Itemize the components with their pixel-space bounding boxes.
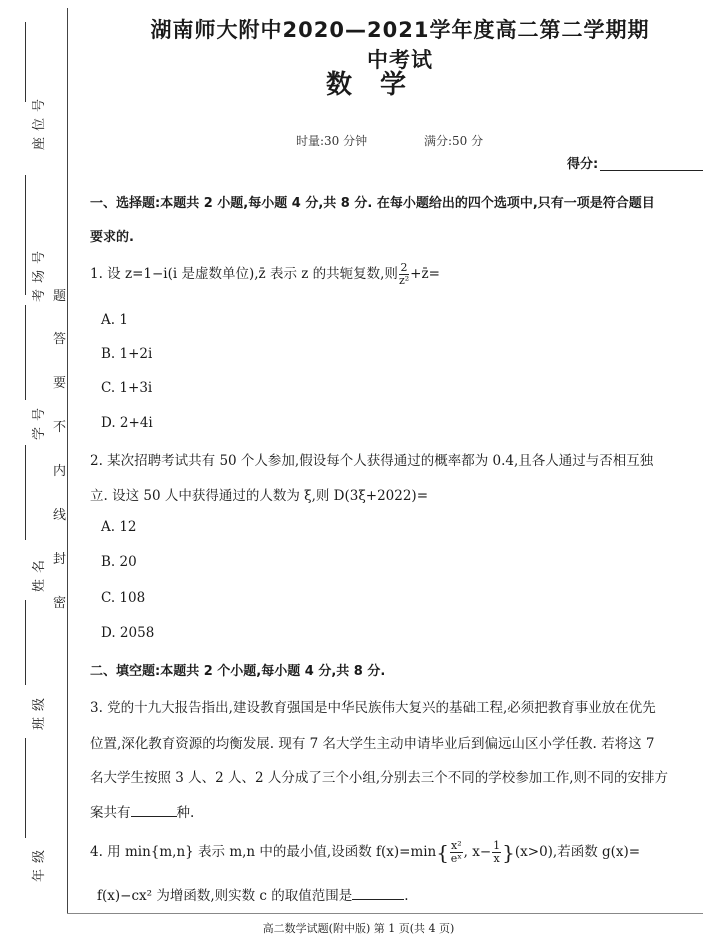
seal-char: 题 — [53, 289, 67, 304]
question-4-text-c: f(x)−cx² 为增函数,则实数 c 的取值范围是 — [97, 888, 353, 904]
question-1-fraction — [399, 262, 409, 287]
full-score: 满分:50 分 — [424, 134, 484, 148]
seal-char: 要 — [53, 376, 67, 391]
question-1-stem — [90, 262, 440, 287]
question-4-text-a: 4. 用 min{m,n} 表示 m,n 中的最小值,设函数 f(x)=min — [90, 844, 437, 860]
question-3-text-b: 种. — [176, 805, 195, 821]
exam-room-blank[interactable] — [25, 175, 26, 295]
question-1-text-b: +z̄= — [410, 266, 440, 282]
page-footer: 高二数学试题(附中版) 第 1 页(共 4 页) — [262, 922, 455, 935]
seal-char: 不 — [53, 420, 67, 435]
fraction-numerator: 1 — [493, 839, 501, 852]
exam-room-label: 考场号 — [32, 244, 47, 302]
name-label: 姓名 — [32, 553, 47, 592]
score-blank[interactable] — [600, 170, 703, 171]
fraction-numerator: 2 — [400, 261, 408, 274]
question-4-line-2 — [97, 884, 409, 904]
brace-close: } — [502, 840, 515, 865]
question-1-option-a[interactable]: A. 1 — [101, 312, 128, 328]
time-limit: 时量:30 分钟 — [296, 134, 368, 148]
question-2-line-2: 立. 设这 50 人中获得通过的人数为 ξ,则 D(3ξ+2022)= — [90, 488, 429, 504]
grade-label: 年级 — [32, 843, 47, 882]
question-4-fraction-2 — [492, 840, 501, 865]
binding-border-line — [67, 8, 68, 913]
seat-number-label: 座位号 — [32, 92, 47, 150]
class-label: 班级 — [32, 691, 47, 730]
student-number-label: 学号 — [32, 401, 47, 440]
question-1-text-a: 1. 设 z=1−i(i 是虚数单位),z̄ 表示 z 的共轭复数,则 — [90, 266, 398, 282]
question-3-line-2: 位置,深化教育资源的均衡发展. 现有 7 名大学生主动申请毕业后到偏远山区小学任教. 若将这 7 — [90, 736, 655, 752]
seal-char: 密 — [53, 596, 67, 611]
student-number-blank[interactable] — [25, 305, 26, 400]
fraction-denominator: z² — [398, 274, 410, 287]
question-2-option-c[interactable]: C. 108 — [101, 590, 146, 606]
section1-heading-cont: 要求的. — [90, 230, 134, 245]
seat-number-blank[interactable] — [25, 22, 26, 102]
question-3-answer-blank[interactable] — [131, 804, 177, 817]
subject-title: 数学 — [325, 70, 434, 100]
question-3-line-3: 名大学生按照 3 人、2 人、2 人分成了三个小组,分别去三个不同的学校参加工作,则不同的安排方 — [90, 770, 669, 786]
fraction-numerator: x² — [451, 839, 462, 852]
section1-heading: 一、选择题:本题共 2 小题,每小题 4 分,共 8 分. 在每小题给出的四个选项中,只有一项是符合题目 — [90, 196, 655, 211]
question-4-fraction-1 — [450, 840, 463, 865]
question-2-option-b[interactable]: B. 20 — [101, 554, 137, 570]
fraction-denominator: x — [493, 852, 500, 865]
question-3-line-4 — [90, 801, 194, 821]
question-3-line-1: 3. 党的十九大报告指出,建设教育强国是中华民族伟大复兴的基础工程,必须把教育事业放在优先 — [90, 700, 656, 716]
footer-rule — [67, 913, 703, 914]
section2-heading: 二、填空题:本题共 2 个小题,每小题 4 分,共 8 分. — [90, 664, 386, 679]
question-4-answer-blank[interactable] — [352, 887, 404, 900]
question-4-text-d: . — [404, 888, 409, 904]
score-label: 得分: — [567, 157, 599, 172]
question-2-option-a[interactable]: A. 12 — [101, 519, 137, 535]
grade-blank[interactable] — [25, 738, 26, 838]
brace-open: { — [436, 840, 449, 865]
seal-char: 答 — [53, 332, 67, 347]
seal-char: 线 — [53, 508, 67, 523]
question-3-text-a: 案共有 — [90, 805, 131, 821]
question-2-option-d[interactable]: D. 2058 — [101, 625, 155, 641]
question-1-option-b[interactable]: B. 1+2i — [101, 346, 153, 362]
question-4-text-mid: , x− — [463, 844, 492, 860]
seal-char: 封 — [53, 552, 67, 567]
question-1-option-d[interactable]: D. 2+4i — [101, 415, 153, 431]
name-blank[interactable] — [25, 445, 26, 540]
class-blank[interactable] — [25, 600, 26, 685]
fraction-denominator: eˣ — [450, 852, 462, 865]
exam-title: 湖南师大附中2020—2021学年度高二第二学期期中考试 — [150, 18, 650, 72]
seal-char: 内 — [53, 464, 67, 479]
question-4-line-1 — [90, 840, 640, 865]
question-1-option-c[interactable]: C. 1+3i — [101, 380, 153, 396]
question-4-text-b: (x>0),若函数 g(x)= — [514, 844, 641, 860]
question-2-line-1: 2. 某次招聘考试共有 50 个人参加,假设每个人获得通过的概率都为 0.4,且各人通过与否相互独 — [90, 453, 654, 469]
